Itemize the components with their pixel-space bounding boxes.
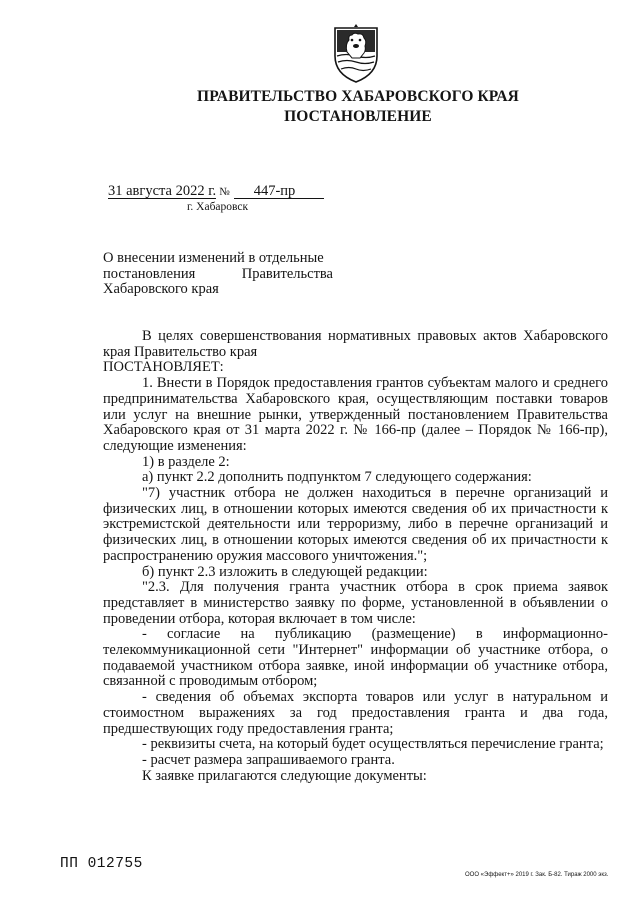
body-paragraph: В целях совершенствования нормативных правовых актов Хабаровского края Правительство края [103, 328, 608, 360]
body-paragraph: "2.3. Для получения гранта участник отбора в срок приема заявок представляет в министерство заявку по форме, установленной в объявлении о проведении отбора, которая включает в том числе: [103, 579, 608, 627]
document-type-title: ПОСТАНОВЛЕНИЕ [284, 108, 432, 125]
body-paragraph: "7) участник отбора не должен находиться в перечне организаций и физических лиц, в отношении которых имеются сведения об их причастности к экстремистской деятельности или терроризму, либо в перечне организаций и физических лиц, в отношении которых имеются сведения об их причастности к распространению оружия массового уничтожения."; [103, 485, 608, 564]
subject-line [103, 267, 333, 283]
list-item: - сведения об объемах экспорта товаров или услуг в натуральном и стоимостном выражениях за год предоставления гранта и два года, предшествующих году предоставления гранта; [103, 689, 608, 737]
list-item: - расчет размера запрашиваемого гранта. [142, 751, 395, 768]
city-name: г. Хабаровск [187, 201, 249, 213]
number-sign: № [219, 186, 230, 198]
subject-word: Правительства [241, 265, 333, 282]
coat-of-arms-icon [331, 22, 381, 84]
body-paragraph: 1. Внести в Порядок предоставления грантов субъектам малого и среднего предпринимательства Хабаровского края, осуществляющим поставки товаров или услуг на внешние рынки, утвержденный постановлением Правительства Хабаровского края от 31 марта 2022 г. № 166-пр (далее – Порядок № 166-пр), следующие изменения: [103, 375, 608, 454]
list-item: - согласие на публикацию (размещение) в информационно-телекоммуникационной сети "Интернет" информации об участнике отбора, о подаваемой участником отбора заявке, иной информации об участнике отбора, связанной с проводимым отбором; [103, 626, 608, 690]
government-title: ПРАВИТЕЛЬСТВО ХАБАРОВСКОГО КРАЯ [197, 88, 519, 105]
subject-block [103, 251, 333, 298]
coat-of-arms-emblem [331, 22, 381, 84]
body-paragraph: а) пункт 2.2 дополнить подпунктом 7 следующего содержания: [142, 469, 532, 486]
form-serial-code: ПП 012755 [60, 856, 143, 872]
body-paragraph: б) пункт 2.3 изложить в следующей редакции: [142, 563, 428, 580]
list-item: - реквизиты счета, на который будет осуществляться перечисление гранта; [142, 736, 604, 753]
resolution-keyword: ПОСТАНОВЛЯЕТ: [103, 359, 224, 376]
body-paragraph: 1) в разделе 2: [142, 453, 230, 470]
document-body [103, 329, 608, 784]
subject-line: Хабаровского края [103, 281, 219, 297]
subject-line: О внесении изменений в отдельные [103, 250, 324, 266]
subject-word: постановления [103, 265, 196, 282]
document-number: 447-пр [234, 184, 324, 199]
document-date: 31 августа 2022 г. [108, 183, 217, 199]
printer-info: ООО «Эффект+» 2019 г. Зак. Б-82. Тираж 2000 экз. [465, 872, 609, 878]
date-number-line [108, 183, 324, 200]
body-paragraph: К заявке прилагаются следующие документы: [142, 767, 427, 784]
